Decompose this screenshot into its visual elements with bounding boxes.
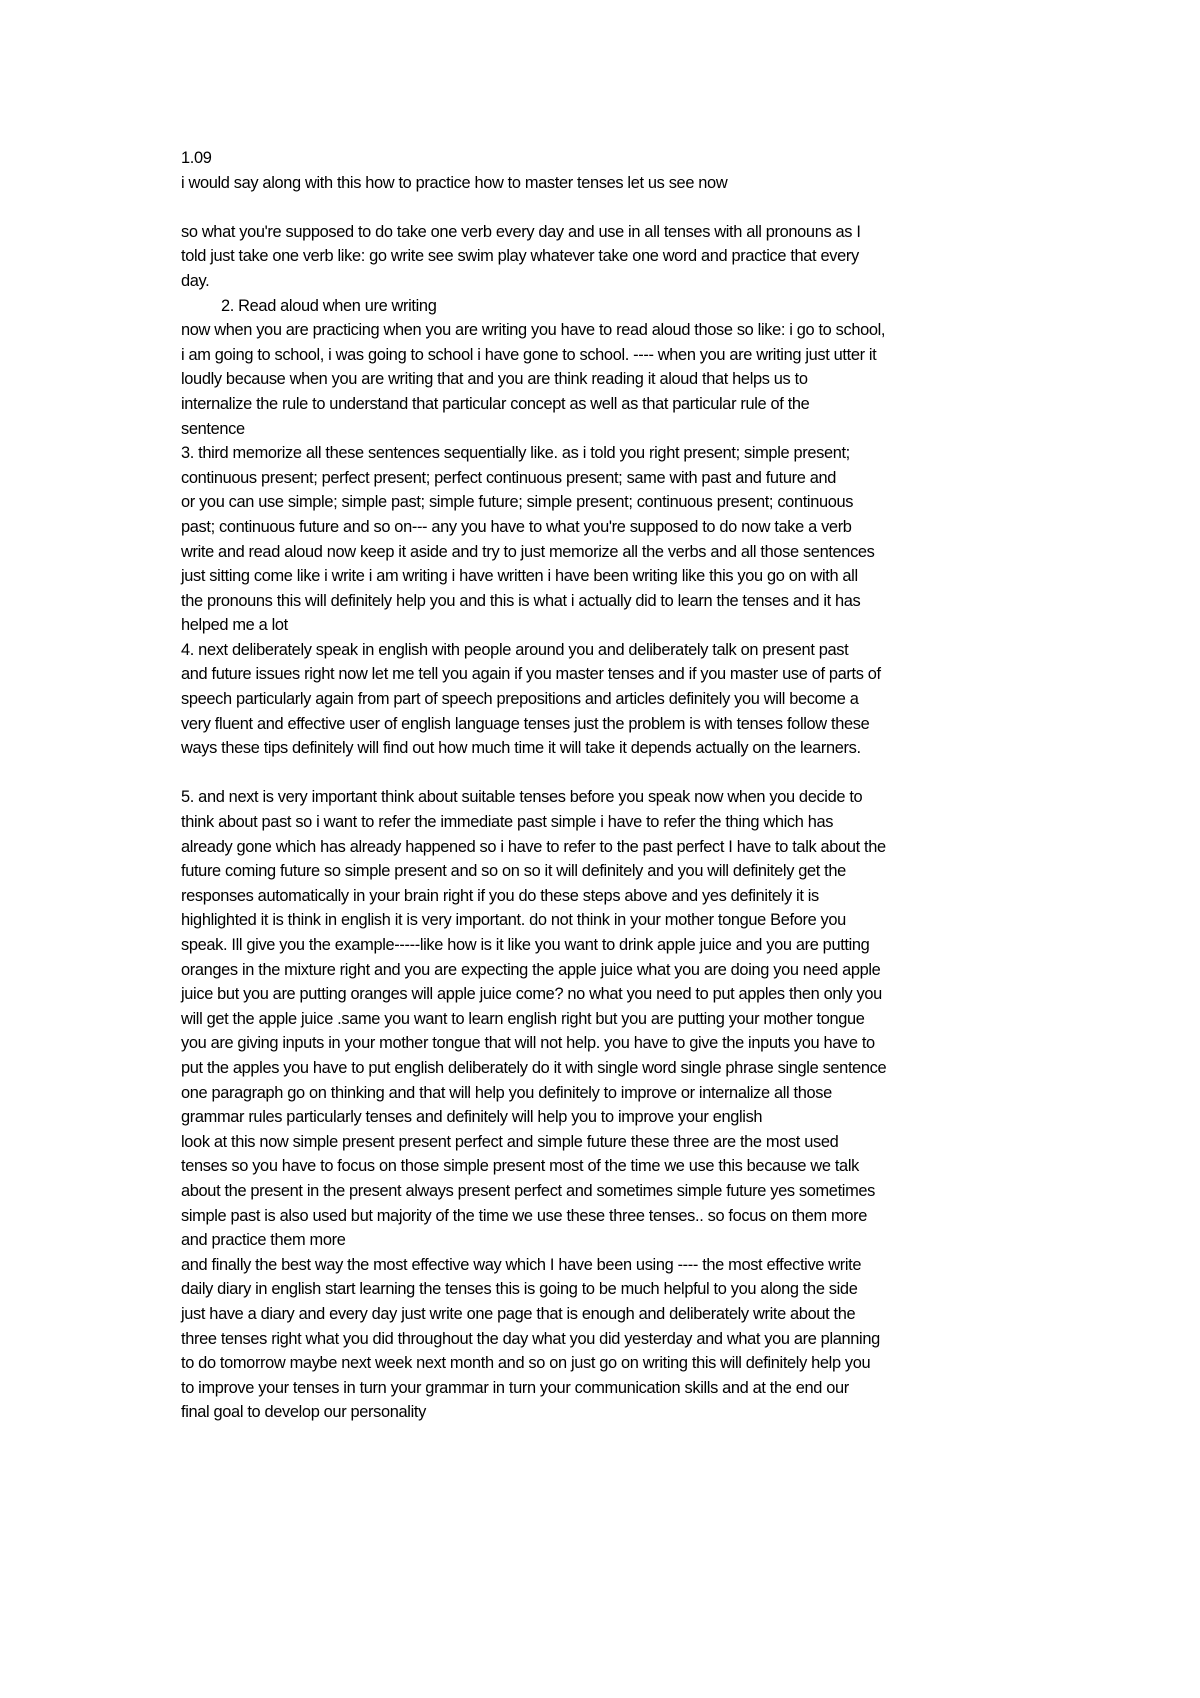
text-line: three tenses right what you did throughout the day what you did yesterday and what you are planning <box>181 1329 880 1348</box>
list-heading: 2. Read aloud when ure writing <box>221 296 437 315</box>
text-line: speak. Ill give you the example-----like how is it like you want to drink apple juice and you are putting <box>181 936 870 954</box>
text-line: 5. and next is very important think about suitable tenses before you speak now when you decide to <box>181 788 863 807</box>
text-line: one paragraph go on thinking and that will help you definitely to improve or internalize all those <box>181 1083 832 1102</box>
text-line: very fluent and effective user of english language tenses just the problem is with tenses follow these <box>181 714 870 733</box>
text-line: you are giving inputs in your mother tongue that will not help. you have to give the inputs you have to <box>181 1034 875 1053</box>
text-line: final goal to develop our personality <box>181 1403 426 1422</box>
text-line: put the apples you have to put english deliberately do it with single word single phrase single sentence <box>181 1058 887 1077</box>
text-line: speech particularly again from part of speech prepositions and articles definitely you will become a <box>181 690 859 709</box>
text-line: already gone which has already happened so i have to refer to the past perfect I have to talk about the <box>181 837 886 856</box>
text-line: 3. third memorize all these sentences sequentially like. as i told you right present; simple present; <box>181 444 850 463</box>
text-line: ways these tips definitely will find out how much time it will take it depends actually on the learners. <box>181 739 861 758</box>
text-line: 4. next deliberately speak in english with people around you and deliberately talk on present past <box>181 640 849 659</box>
text-line: internalize the rule to understand that particular concept as well as that particular rule of the <box>181 394 810 413</box>
text-line: about the present in the present always present perfect and sometimes simple future yes sometimes <box>181 1181 875 1200</box>
text-line: day. <box>181 271 210 290</box>
text-line: responses automatically in your brain right if you do these steps above and yes definitely it is <box>181 886 819 905</box>
text-line: tenses so you have to focus on those simple present most of the time we use this because we talk <box>181 1157 859 1176</box>
text-line: loudly because when you are writing that and you are think reading it aloud that helps us to <box>181 370 808 389</box>
text-line: i am going to school, i was going to school i have gone to school. ---- when you are writing just utter it <box>181 345 877 364</box>
text-line: and finally the best way the most effective way which I have been using ---- the most effective write <box>181 1255 862 1274</box>
text-line: i would say along with this how to practice how to master tenses let us see now <box>181 173 728 192</box>
text-line: told just take one verb like: go write see swim play whatever take one word and practice that every <box>181 247 859 266</box>
text-line: past; continuous future and so on--- any you have to what you're supposed to do now take a verb <box>181 517 852 536</box>
text-line: now when you are practicing when you are writing you have to read aloud those so like: i go to school, <box>181 321 886 340</box>
text-line: future coming future so simple present and so on so it will definitely and you will definitely get the <box>181 862 846 881</box>
text-line: will get the apple juice .same you want to learn english right but you are putting your mother tongue <box>181 1009 865 1028</box>
text-line: juice but you are putting oranges will apple juice come? no what you need to put apples then only you <box>181 985 882 1004</box>
text-line: simple past is also used but majority of the time we use these three tenses.. so focus on them more <box>181 1206 867 1225</box>
text-line: continuous present; perfect present; perfect continuous present; same with past and future and <box>181 468 837 487</box>
text-line: the pronouns this will definitely help you and this is what i actually did to learn the tenses and it has <box>181 591 861 610</box>
text-line: to improve your tenses in turn your grammar in turn your communication skills and at the end our <box>181 1378 849 1397</box>
text-line: to do tomorrow maybe next week next month and so on just go on writing this will definitely help you <box>181 1354 871 1373</box>
blank-line <box>181 761 1037 786</box>
text-line: think about past so i want to refer the immediate past simple i have to refer the thing which has <box>181 813 834 832</box>
blank-line <box>181 195 1037 220</box>
text-line: and future issues right now let me tell you again if you master tenses and if you master use of parts of <box>181 665 881 684</box>
text-line: oranges in the mixture right and you are expecting the apple juice what you are doing you need apple <box>181 960 881 979</box>
text-line: daily diary in english start learning the tenses this is going to be much helpful to you along the side <box>181 1280 858 1299</box>
text-line: sentence <box>181 419 245 438</box>
text-line: look at this now simple present present perfect and simple future these three are the most used <box>181 1132 839 1151</box>
text-line: write and read aloud now keep it aside and try to just memorize all the verbs and all those sentences <box>181 542 875 561</box>
text-line: and practice them more <box>181 1231 346 1250</box>
text-line: helped me a lot <box>181 616 288 635</box>
text-line: so what you're supposed to do take one verb every day and use in all tenses with all pronouns as I <box>181 222 861 241</box>
text-line: grammar rules particularly tenses and definitely will help you to improve your english <box>181 1108 763 1127</box>
text-line: just have a diary and every day just write one page that is enough and deliberately write about the <box>181 1304 856 1323</box>
text-line: or you can use simple; simple past; simple future; simple present; continuous present; continuous <box>181 493 854 512</box>
section-number: 1.09 <box>181 149 212 167</box>
document-page <box>181 146 1037 1425</box>
text-line: just sitting come like i write i am writing i have written i have been writing like this you go on with all <box>181 567 858 586</box>
text-line: highlighted it is think in english it is very important. do not think in your mother tongue Before you <box>181 911 846 930</box>
